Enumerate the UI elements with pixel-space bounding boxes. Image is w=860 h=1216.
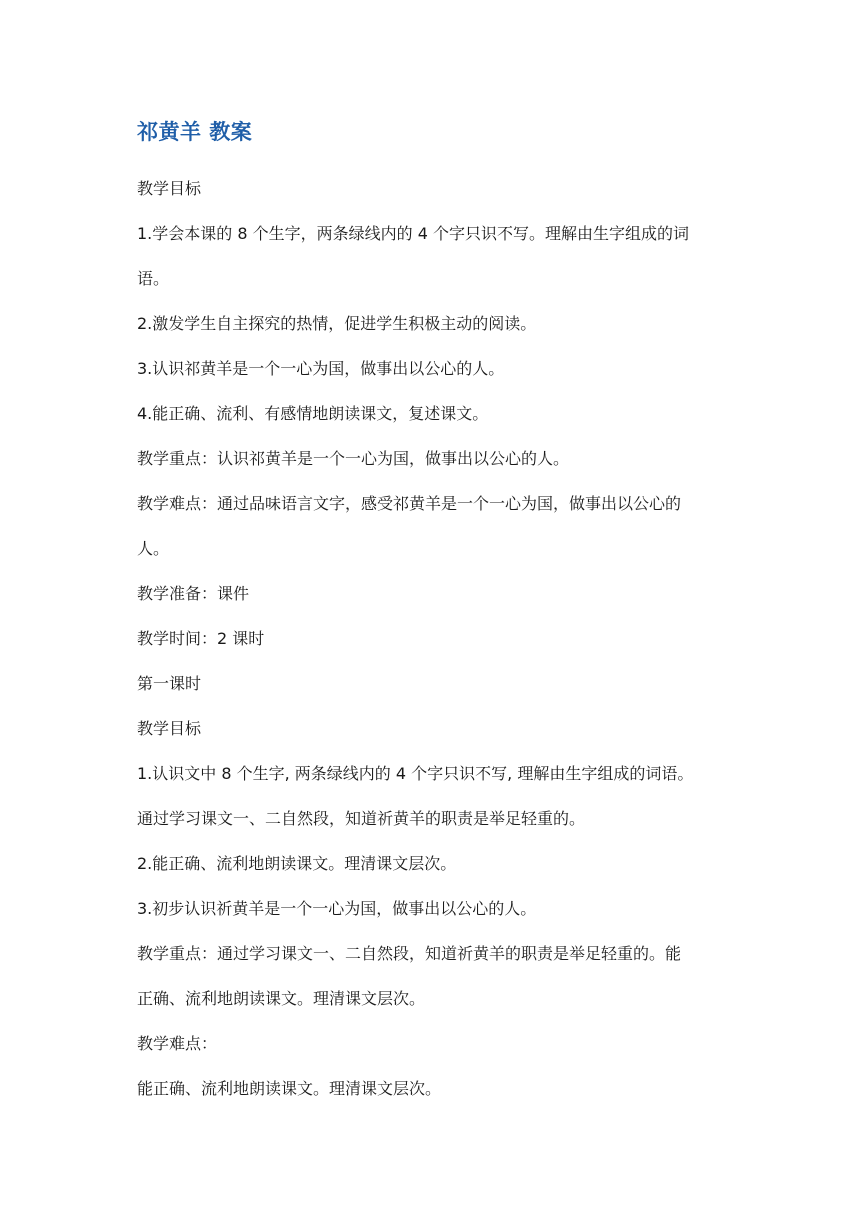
preparation-line: 教学准备：课件 [137,584,250,603]
paragraph-line: 正确、流利地朗读课文。理清课文层次。 [137,989,426,1008]
paragraph-line: 人。 [137,539,170,558]
time-line: 教学时间：2 课时 [137,629,265,648]
section-heading-objectives: 教学目标 [137,719,202,738]
paragraph-line: 1.认识文中 8 个生字, 两条绿线内的 4 个字只识不写, 理解由生字组成的词语。 [137,764,694,783]
lesson-heading: 第一课时 [137,674,202,693]
paragraph-line: 2.激发学生自主探究的热情，促进学生积极主动的阅读。 [137,314,537,333]
paragraph-line: 3.初步认识祈黄羊是一个一心为国，做事出以公心的人。 [137,899,537,918]
paragraph-line: 能正确、流利地朗读课文。理清课文层次。 [137,1079,442,1098]
paragraph-line: 1.学会本课的 8 个生字，两条绿线内的 4 个字只识不写。理解由生字组成的词 [137,224,689,243]
difficulty-line: 教学难点： [137,1034,218,1053]
key-point-line: 教学重点：通过学习课文一、二自然段，知道祈黄羊的职责是举足轻重的。能 [137,944,682,963]
document-body [137,172,727,1117]
difficulty-line: 教学难点：通过品味语言文字，感受祁黄羊是一个一心为国，做事出以公心的 [137,494,682,513]
paragraph-line: 3.认识祁黄羊是一个一心为国，做事出以公心的人。 [137,359,505,378]
section-heading-objectives: 教学目标 [137,179,202,198]
paragraph-line: 通过学习课文一、二自然段，知道祈黄羊的职责是举足轻重的。 [137,809,586,828]
paragraph-line: 4.能正确、流利、有感情地朗读课文，复述课文。 [137,404,489,423]
paragraph-line: 2.能正确、流利地朗读课文。理清课文层次。 [137,854,457,873]
key-point-line: 教学重点：认识祁黄羊是一个一心为国，做事出以公心的人。 [137,449,570,468]
document-title: 祁黄羊 教案 [137,120,253,144]
paragraph-line: 语。 [137,269,170,288]
